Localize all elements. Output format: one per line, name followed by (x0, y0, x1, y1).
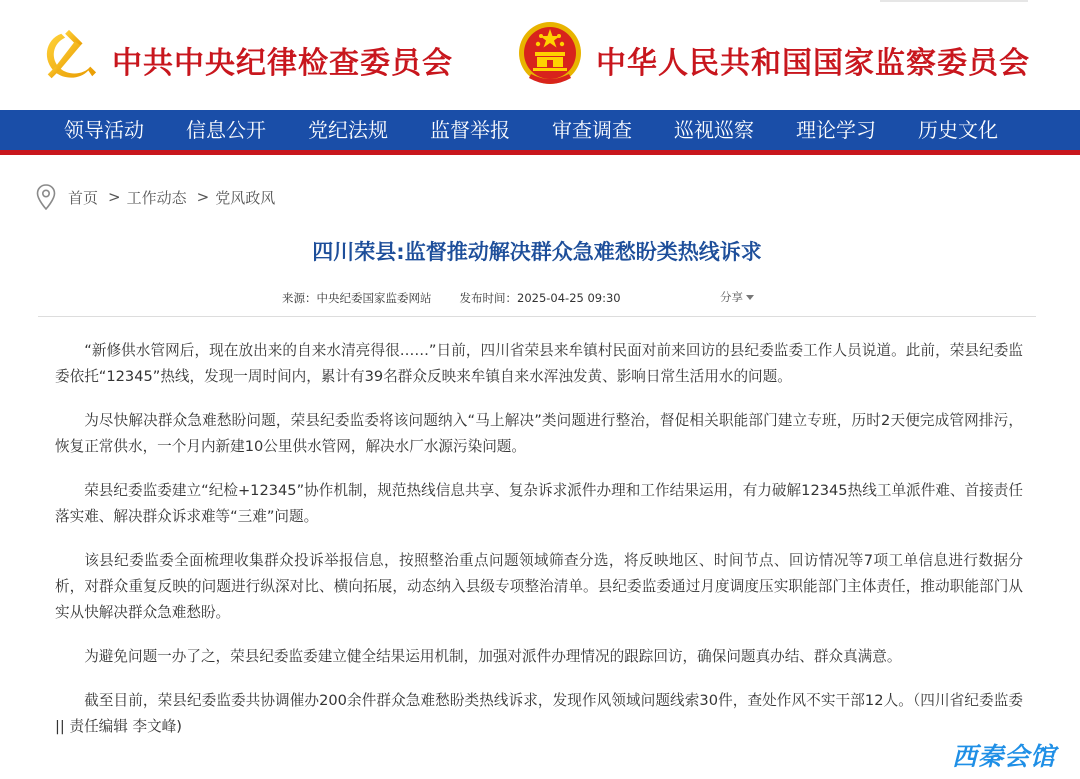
nav-item-info-disclosure[interactable]: 信息公开 (186, 118, 266, 142)
article-body (55, 338, 1023, 758)
nav-item-report[interactable]: 监督举报 (430, 118, 510, 142)
main-nav (0, 110, 1080, 150)
article-paragraph: 荣县纪委监委建立“纪检+12345”协作机制，规范热线信息共享、复杂诉求派件办理和工作结果运用，有力破解12345热线工单派件难、首接责任落实难、解决群众诉求难等“三难”问题。 (55, 482, 1023, 525)
location-pin-icon (36, 184, 56, 210)
article-paragraph: 为避免问题一办了之，荣县纪委监委建立健全结果运用机制，加强对派件办理情况的跟踪回访，确保问题真办结、群众真满意。 (84, 648, 902, 665)
article-meta (282, 290, 621, 306)
article-source: 来源：中央纪委国家监委网站 (282, 291, 432, 305)
breadcrumb-work-updates[interactable]: 工作动态 (126, 188, 187, 207)
nav-item-inspection[interactable]: 巡视巡察 (674, 118, 754, 142)
breadcrumb-separator: > (108, 188, 121, 206)
article-paragraph: 为尽快解决群众急难愁盼问题，荣县纪委监委将该问题纳入“马上解决”类问题进行整治，督促相关职能部门建立专班，历时2天便完成管网排污，恢复正常供水，一个月内新建10公里供水管网，解决水厂水源污染问题。 (55, 412, 1023, 455)
article-paragraph: 该县纪委监委全面梳理收集群众投诉举报信息，按照整治重点问题领域筛查分选，将反映地区、时间节点、回访情况等7项工单信息进行数据分析，对群众重复反映的问题进行纵深对比、横向拓展，动态纳入县级专项整治清单。县纪委监委通过月度调度压实职能部门主体责任，推动职能部门从实从快解决群众急难愁盼。 (55, 552, 1023, 621)
nav-accent-bar (0, 150, 1080, 155)
nav-item-leadership[interactable]: 领导活动 (64, 118, 144, 142)
share-dropdown[interactable] (720, 289, 754, 305)
breadcrumb (36, 183, 275, 211)
article-title: 四川荣县:监督推动解决群众急难愁盼类热线诉求 (312, 240, 762, 264)
chevron-down-icon[interactable] (746, 295, 754, 300)
watermark: 西秦会馆 (952, 742, 1057, 771)
top-divider (880, 0, 1028, 2)
nav-item-investigation[interactable]: 审查调查 (552, 118, 632, 142)
article-paragraph: 截至目前，荣县纪委监委共协调催办200余件群众急难愁盼类热线诉求，发现作风领域问题线索30件，查处作风不实干部12人。（四川省纪委监委 || 责任编辑 李文峰) (55, 692, 1023, 735)
party-emblem-icon[interactable] (40, 26, 98, 84)
share-label[interactable]: 分享 (720, 290, 743, 304)
nav-item-history[interactable]: 历史文化 (918, 118, 998, 142)
nav-item-theory[interactable]: 理论学习 (796, 118, 876, 142)
nav-item-regulations[interactable]: 党纪法规 (308, 118, 388, 142)
breadcrumb-separator: > (196, 188, 210, 206)
meta-divider (38, 316, 1036, 317)
party-commission-title[interactable]: 中共中央纪律检查委员会 (112, 46, 453, 81)
site-header (0, 0, 1080, 110)
state-commission-title[interactable]: 中华人民共和国国家监察委员会 (596, 46, 1030, 81)
breadcrumb-home[interactable]: 首页 (68, 188, 99, 207)
article-publish-time: 发布时间：2025-04-25 09:30 (459, 291, 621, 305)
national-emblem-icon[interactable] (517, 20, 583, 90)
breadcrumb-party-style[interactable]: 党风政风 (215, 188, 276, 207)
article-paragraph: “新修供水管网后，现在放出来的自来水清亮得很……”日前，四川省荣县来牟镇村民面对前来回访的县纪委监委工作人员说道。此前，荣县纪委监委依托“12345”热线，发现一周时间内，累计有39名群众反映来牟镇自来水浑浊发黄、影响日常生活用水的问题。 (55, 342, 1023, 385)
